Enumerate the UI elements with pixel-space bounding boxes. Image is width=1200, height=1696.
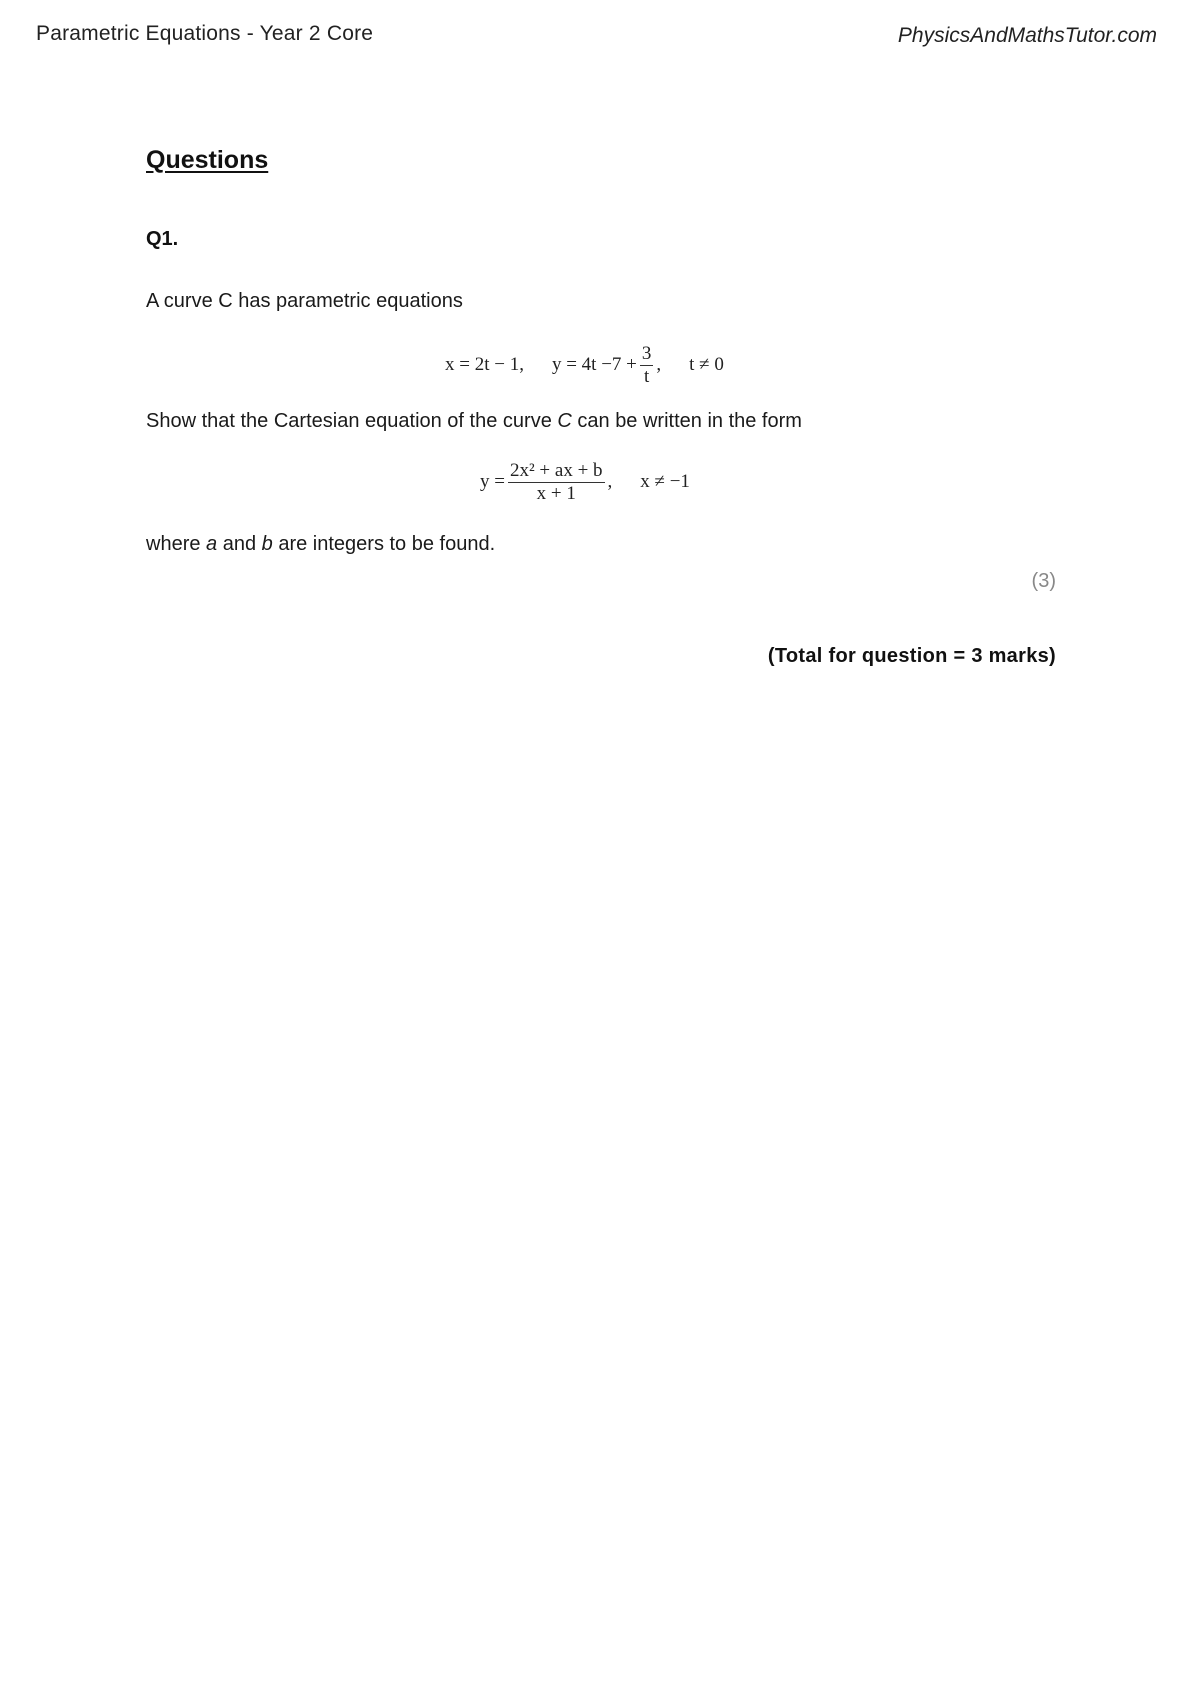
fraction-denominator: t bbox=[644, 365, 650, 387]
where-suffix: are integers to be found. bbox=[272, 533, 496, 555]
show-text-before: Show that the Cartesian equation of the curve bbox=[146, 410, 558, 432]
parametric-equations bbox=[445, 342, 724, 388]
fraction-denominator: x + 1 bbox=[536, 482, 576, 504]
question-marks: (3) bbox=[1031, 570, 1056, 592]
equation-y-trail: , bbox=[656, 354, 662, 375]
show-text-after: can be written in the form bbox=[571, 410, 802, 432]
show-text-var: C bbox=[557, 410, 572, 432]
fraction-numerator: 2x² + ax + b bbox=[509, 459, 603, 481]
document-header-title: Parametric Equations - Year 2 Core bbox=[36, 22, 374, 45]
equation2-trail: , bbox=[607, 471, 613, 492]
question-total: (Total for question = 3 marks) bbox=[767, 645, 1056, 667]
cartesian-form-equation bbox=[480, 458, 690, 506]
show-that-text bbox=[146, 410, 802, 433]
equation2-fraction bbox=[508, 461, 605, 504]
question-intro: A curve C has parametric equations bbox=[146, 290, 463, 312]
where-mid: and bbox=[217, 533, 262, 555]
where-prefix: where bbox=[146, 533, 207, 555]
where-text bbox=[146, 533, 495, 556]
where-a: a bbox=[206, 533, 218, 555]
equation2-lhs: y = bbox=[480, 471, 505, 492]
where-b: b bbox=[261, 533, 273, 555]
fraction-numerator: 3 bbox=[641, 342, 652, 364]
equation2-condition: x ≠ −1 bbox=[640, 471, 690, 492]
equation-x: x = 2t − 1, bbox=[445, 354, 524, 375]
equation-y-lhs: y = 4t −7 + bbox=[551, 354, 637, 375]
document-header-site: PhysicsAndMathsTutor.com bbox=[897, 24, 1157, 47]
equation-y-fraction bbox=[640, 344, 654, 387]
equation-condition: t ≠ 0 bbox=[689, 354, 724, 375]
section-title: Questions bbox=[146, 146, 269, 174]
question-label: Q1. bbox=[146, 228, 179, 250]
